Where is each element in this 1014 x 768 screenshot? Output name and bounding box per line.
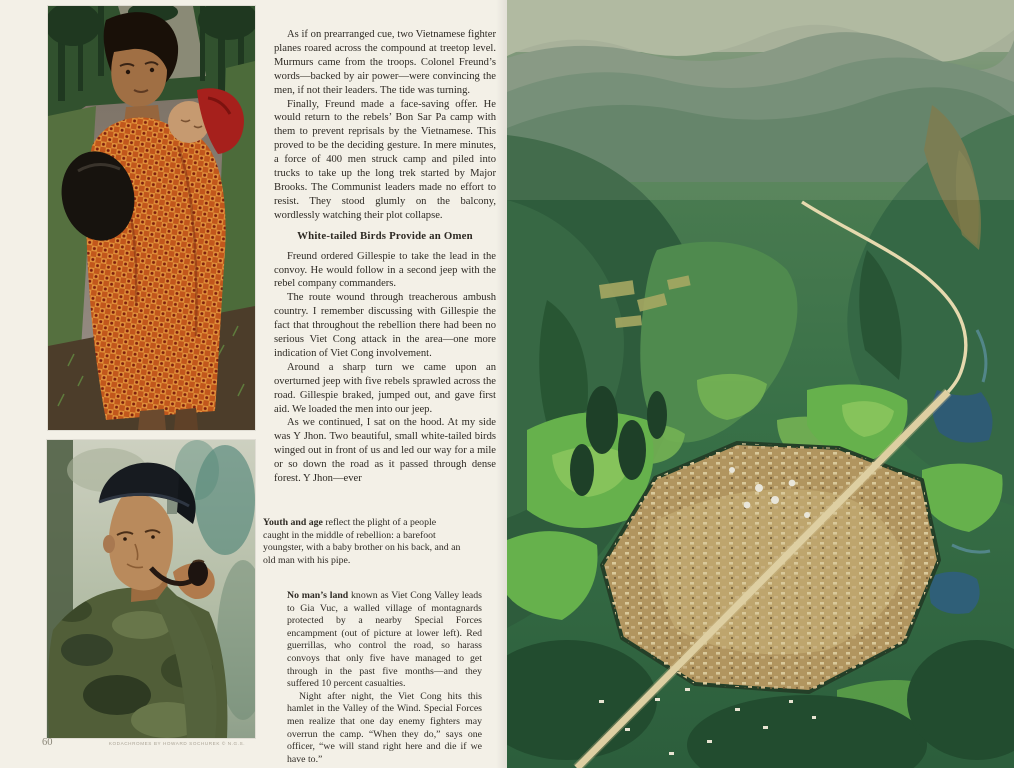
- article-paragraph: Finally, Freund made a face-saving offer. He would return to the rebels’ Bon Sar Pa camp with them to prevent reprisals by the Vietnamese. This proved to be the deciding gesture. In mere minutes, a force of 400 men struck camp and piled into trucks to take up the long trek started by Major Brooks. The Communist leaders made no effort to resist. They stood glumly on the balcony, wordlessly watching their plot collapse.: [274, 98, 496, 221]
- pipe-bowl: [188, 560, 208, 586]
- caption-lead: No man’s land: [287, 590, 349, 601]
- article-paragraph: As if on prearranged cue, two Vietnamese fighter planes roared across the compound at treetop level. Murmurs came from the troops. Colonel Freund’s words—backed by air power—were convincing the men, if not their leaders. The tide was turning.: [274, 29, 496, 96]
- article-paragraph: Around a sharp turn we came upon an overturned jeep with five rebels sprawled across the road. Gillespie braked, jumped out, and gave first aid. We loaded the men into our jeep.: [274, 361, 496, 415]
- photo-aerial-viet-cong-valley: [507, 0, 1014, 768]
- article-paragraph: As we continued, I sat on the hood. At my side was Y Jhon. Two beautiful, small white-tailed birds winged out in front of us and led our way for a mile or so down the road as it passed through dense forest. Y Jhon—ever: [274, 417, 496, 485]
- caption-text: known as Viet Cong Valley leads to Gia Vuc, a walled village of montagnards protected by a nearby Special Forces encampment (out of picture at lower left). Red guerrillas, who control the road, so harass convoys that only five have managed to get through in the past five months—and they suffered 10 percent casualties.: [287, 590, 482, 690]
- article-column: [274, 28, 496, 522]
- article-paragraph: The route wound through treacherous ambush country. I remember discussing with Gillespie the fact that throughout the rebellion there had been no serious Viet Cong attack in the area—one more indication of Viet Cong involvement.: [274, 292, 496, 359]
- aerial-photo-art: [507, 0, 1014, 768]
- caption-paragraph: [287, 590, 482, 691]
- caption-text: reflect the plight of a people caught in the middle of rebellion: a barefoot youngster, with a baby brother on his back, and an old man with his pipe.: [263, 517, 461, 566]
- old-man-photo-art: [47, 440, 255, 738]
- caption-lead: Youth and age: [263, 517, 323, 528]
- page-gutter: [496, 0, 507, 768]
- article-paragraph: Freund ordered Gillespie to take the lead in the convoy. He would follow in a second jeep with the rebel company commanders.: [274, 250, 496, 290]
- page-number: 60: [42, 737, 53, 748]
- boy-photo-art: [48, 6, 255, 430]
- section-heading: White-tailed Birds Provide an Omen: [297, 229, 473, 242]
- caption-youth-and-age: [263, 517, 463, 567]
- photo-credit: KODACHROMES BY HOWARD SOCHUREK © N.G.S.: [108, 741, 246, 746]
- caption-paragraph: Night after night, the Viet Cong hits this hamlet in the Valley of the Wind. Special Forces men realize that one day enemy fighters may overrun the camp. “When they do,” says one officer, “we will stand right here and die if we have to.”: [287, 690, 482, 765]
- photo-old-man-pipe: [47, 440, 255, 738]
- photo-boy-with-baby: [48, 6, 255, 430]
- caption-no-mans-land: [287, 590, 482, 766]
